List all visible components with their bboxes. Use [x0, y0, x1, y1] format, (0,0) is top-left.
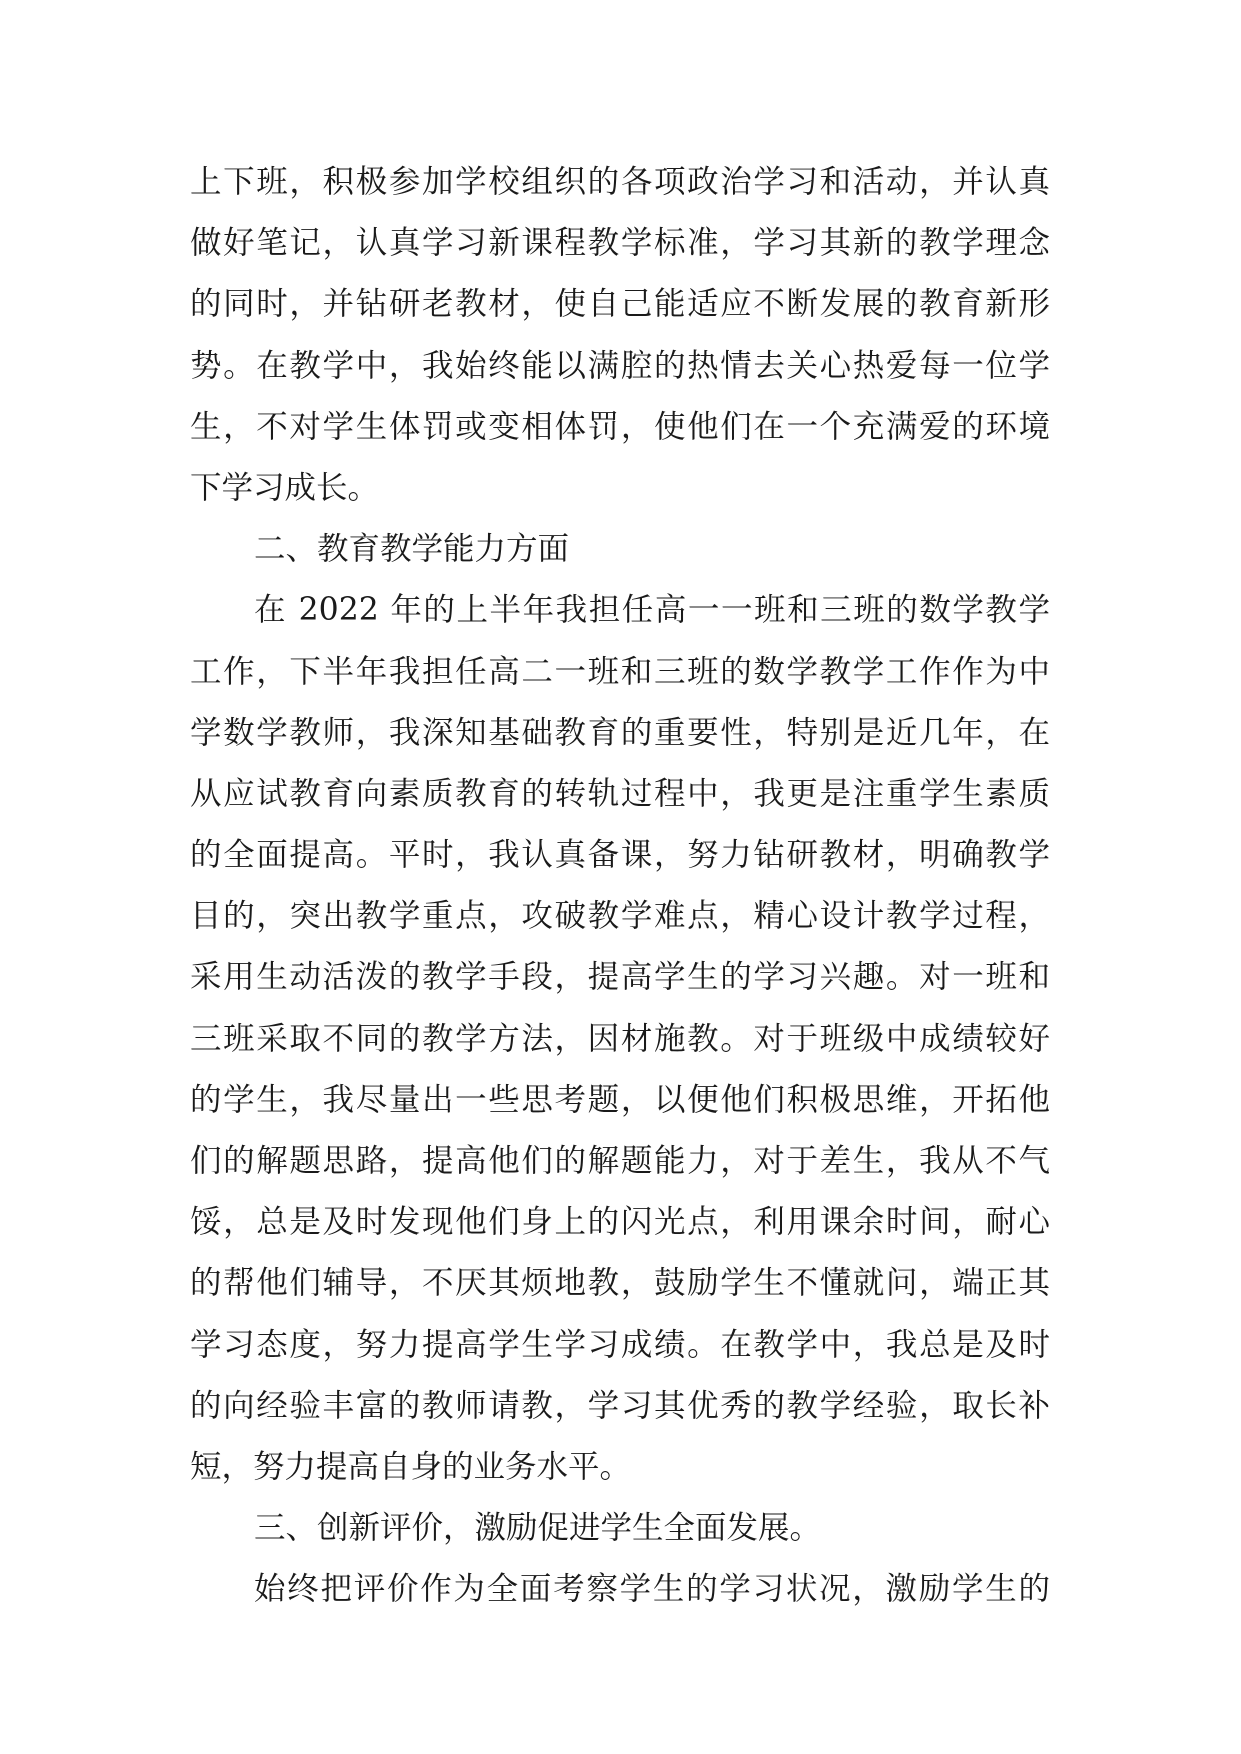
- paragraph-line: 馁，总是及时发现他们身上的闪光点，利用课余时间，耐心: [190, 1204, 1050, 1241]
- paragraph-line: 学数学教师，我深知基础教育的重要性，特别是近几年，在: [190, 714, 1050, 751]
- paragraph-line: 的全面提高。平时，我认真备课，努力钻研教材，明确教学: [190, 837, 1050, 874]
- paragraph-line: 们的解题思路，提高他们的解题能力，对于差生，我从不气: [190, 1143, 1050, 1179]
- paragraph-line: 做好笔记，认真学习新课程教学标准，学习其新的教学理念: [190, 225, 1050, 262]
- paragraph-line: 学习态度，努力提高学生学习成绩。在教学中，我总是及时: [190, 1326, 1050, 1363]
- paragraph-line: 在 2022 年的上半年我担任高一一班和三班的数学教学: [254, 592, 1050, 629]
- paragraph-line: 上下班，积极参加学校组织的各项政治学习和活动，并认真: [190, 164, 1050, 200]
- body-text: [190, 152, 1050, 1621]
- paragraph-line: 的帮他们辅导，不厌其烦地教，鼓励学生不懂就问，端正其: [190, 1265, 1050, 1302]
- paragraph-line: 的同时，并钻研老教材，使自己能适应不断发展的教育新形: [190, 286, 1050, 323]
- paragraph-line: 三班采取不同的教学方法，因材施教。对于班级中成绩较好: [190, 1020, 1050, 1057]
- paragraph-line: 生，不对学生体罚或变相体罚，使他们在一个充满爱的环境: [190, 408, 1050, 445]
- paragraph-line: 的向经验丰富的教师请教，学习其优秀的教学经验，取长补: [190, 1387, 1050, 1424]
- section-heading: 二、教育教学能力方面: [254, 531, 570, 568]
- paragraph-line: 下学习成长。: [190, 469, 380, 506]
- paragraph-line: 势。在教学中，我始终能以满腔的热情去关心热爱每一位学: [190, 347, 1050, 384]
- section-heading: 三、创新评价，激励促进学生全面发展。: [254, 1510, 822, 1547]
- paragraph-line: 工作，下半年我担任高二一班和三班的数学教学工作作为中: [190, 653, 1050, 690]
- paragraph-line: 从应试教育向素质教育的转轨过程中，我更是注重学生素质: [190, 775, 1050, 812]
- paragraph-line: 目的，突出教学重点，攻破教学难点，精心设计教学过程，: [190, 898, 1050, 935]
- paragraph-line: 短，努力提高自身的业务水平。: [190, 1448, 632, 1485]
- paragraph-line: 的学生，我尽量出一些思考题，以便他们积极思维，开拓他: [190, 1081, 1050, 1118]
- paragraph-line: 始终把评价作为全面考察学生的学习状况，激励学生的: [254, 1571, 1050, 1608]
- paragraph-line: 采用生动活泼的教学手段，提高学生的学习兴趣。对一班和: [190, 959, 1050, 996]
